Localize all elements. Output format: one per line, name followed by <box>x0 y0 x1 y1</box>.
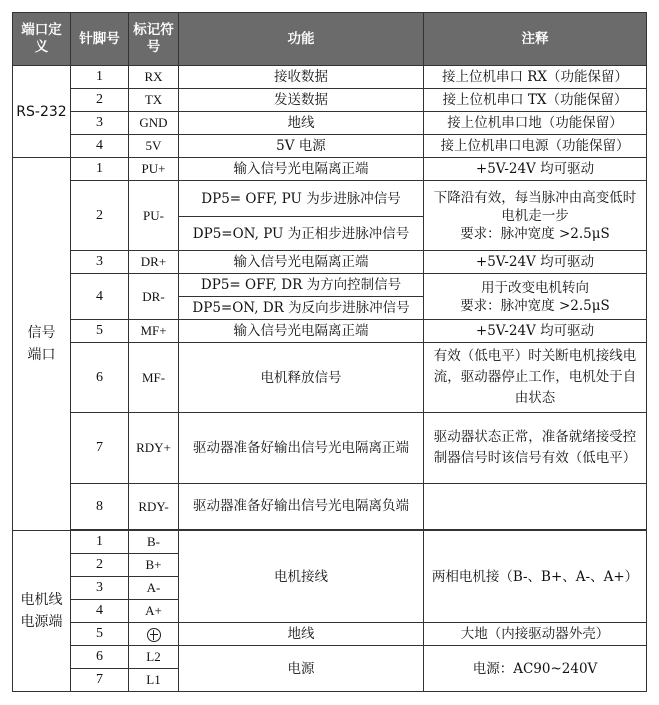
function-cell: 驱动器准备好输出信号光电隔离正端 <box>179 413 424 484</box>
function-cell: 输入信号光电隔离正端 <box>179 320 424 343</box>
pin-cell: 2 <box>71 181 129 251</box>
note-line: 下降沿有效，每当脉冲由高变低时电机走一步 <box>433 189 637 224</box>
note-cell: 电源：AC90~240V <box>424 646 647 692</box>
symbol-cell: GND <box>129 112 179 135</box>
pin-cell: 1 <box>71 531 129 554</box>
pin-cell: 6 <box>71 343 129 413</box>
function-cell: DP5= OFF, PU 为步进脉冲信号 <box>179 181 424 217</box>
note-cell <box>424 274 647 320</box>
table-row <box>13 158 647 181</box>
note-cell: 接上位机串口 RX（功能保留） <box>424 66 647 89</box>
table-row <box>13 251 647 274</box>
symbol-cell: B- <box>129 531 179 554</box>
function-cell: 5V 电源 <box>179 135 424 158</box>
note-cell: +5V-24V 均可驱动 <box>424 251 647 274</box>
pin-cell: 4 <box>71 274 129 320</box>
note-cell: 两相电机接（B-、B+、A-、A+） <box>424 531 647 623</box>
table-row <box>13 112 647 135</box>
symbol-cell: PU- <box>129 181 179 251</box>
table-row <box>13 531 647 554</box>
table-row <box>13 135 647 158</box>
header-note: 注释 <box>424 13 647 66</box>
table-row <box>13 181 647 217</box>
header-symbol: 标记符号 <box>129 13 179 66</box>
note-cell: +5V-24V 均可驱动 <box>424 320 647 343</box>
function-cell: 地线 <box>179 112 424 135</box>
table-row <box>13 484 647 530</box>
pin-cell: 1 <box>71 158 129 181</box>
function-cell: 发送数据 <box>179 89 424 112</box>
header-function: 功能 <box>179 13 424 66</box>
function-cell: 地线 <box>179 623 424 646</box>
symbol-cell: RDY+ <box>129 413 179 484</box>
note-cell: 驱动器状态正常，准备就绪接受控制器信号时该信号有效（低电平） <box>424 413 647 484</box>
pin-cell: 6 <box>71 646 129 669</box>
symbol-cell: L2 <box>129 646 179 669</box>
function-cell: 输入信号光电隔离正端 <box>179 251 424 274</box>
protective-earth-icon <box>147 628 161 642</box>
function-cell: DP5= OFF, DR 为方向控制信号 <box>179 274 424 297</box>
group-signal: 信号端口 <box>13 158 71 531</box>
header-pin: 针脚号 <box>71 13 129 66</box>
symbol-cell: A+ <box>129 600 179 623</box>
symbol-cell: DR+ <box>129 251 179 274</box>
pin-cell: 2 <box>71 554 129 577</box>
symbol-cell: RX <box>129 66 179 89</box>
note-cell: 接上位机串口电源（功能保留） <box>424 135 647 158</box>
symbol-cell: L1 <box>129 669 179 692</box>
symbol-cell: PU+ <box>129 158 179 181</box>
function-cell: 电机接线 <box>179 531 424 623</box>
function-cell: 电机释放信号 <box>179 343 424 413</box>
table-row <box>13 274 647 297</box>
table-row <box>13 66 647 89</box>
pinout-table-container <box>12 12 646 692</box>
function-cell: 电源 <box>179 646 424 692</box>
function-cell: DP5=ON, PU 为正相步进脉冲信号 <box>179 217 424 251</box>
function-cell: 接收数据 <box>179 66 424 89</box>
pin-cell: 3 <box>71 251 129 274</box>
pin-cell: 4 <box>71 600 129 623</box>
table-row <box>13 413 647 484</box>
symbol-cell: MF+ <box>129 320 179 343</box>
pin-cell: 2 <box>71 89 129 112</box>
pin-cell: 5 <box>71 623 129 646</box>
note-cell: 有效（低电平）时关断电机接线电流，驱动器停止工作，电机处于自由状态 <box>424 343 647 413</box>
symbol-cell: MF- <box>129 343 179 413</box>
table-row <box>13 320 647 343</box>
symbol-cell: 5V <box>129 135 179 158</box>
note-cell: 大地（内接驱动器外壳） <box>424 623 647 646</box>
group-rs232: RS-232 <box>13 66 71 158</box>
header-row <box>13 13 647 66</box>
header-port-def: 端口定义 <box>13 13 71 66</box>
function-cell: 驱动器准备好输出信号光电隔离负端 <box>179 484 424 530</box>
pin-cell: 5 <box>71 320 129 343</box>
note-line: 要求：脉冲宽度 >2.5μS <box>460 297 610 314</box>
symbol-cell: A- <box>129 577 179 600</box>
table-row <box>13 89 647 112</box>
note-line: 要求：脉冲宽度 >2.5μS <box>460 225 610 242</box>
function-cell: DP5=ON, DR 为反向步进脉冲信号 <box>179 297 424 320</box>
symbol-cell <box>129 623 179 646</box>
note-cell: 接上位机串口地（功能保留） <box>424 112 647 135</box>
pin-cell: 7 <box>71 413 129 484</box>
table-row <box>13 646 647 669</box>
pin-cell: 7 <box>71 669 129 692</box>
note-cell: 接上位机串口 TX（功能保留） <box>424 89 647 112</box>
pin-cell: 8 <box>71 484 129 530</box>
note-line: 用于改变电机转向 <box>481 279 589 296</box>
note-cell: +5V-24V 均可驱动 <box>424 158 647 181</box>
pin-cell: 4 <box>71 135 129 158</box>
note-cell <box>424 484 647 530</box>
table-row <box>13 623 647 646</box>
note-cell <box>424 181 647 251</box>
pin-cell: 3 <box>71 577 129 600</box>
pin-cell: 1 <box>71 66 129 89</box>
table-row <box>13 343 647 413</box>
symbol-cell: RDY- <box>129 484 179 530</box>
symbol-cell: TX <box>129 89 179 112</box>
symbol-cell: DR- <box>129 274 179 320</box>
symbol-cell: B+ <box>129 554 179 577</box>
function-cell: 输入信号光电隔离正端 <box>179 158 424 181</box>
pinout-table <box>12 12 647 692</box>
group-motor: 电机线电源端 <box>13 531 71 692</box>
pin-cell: 3 <box>71 112 129 135</box>
